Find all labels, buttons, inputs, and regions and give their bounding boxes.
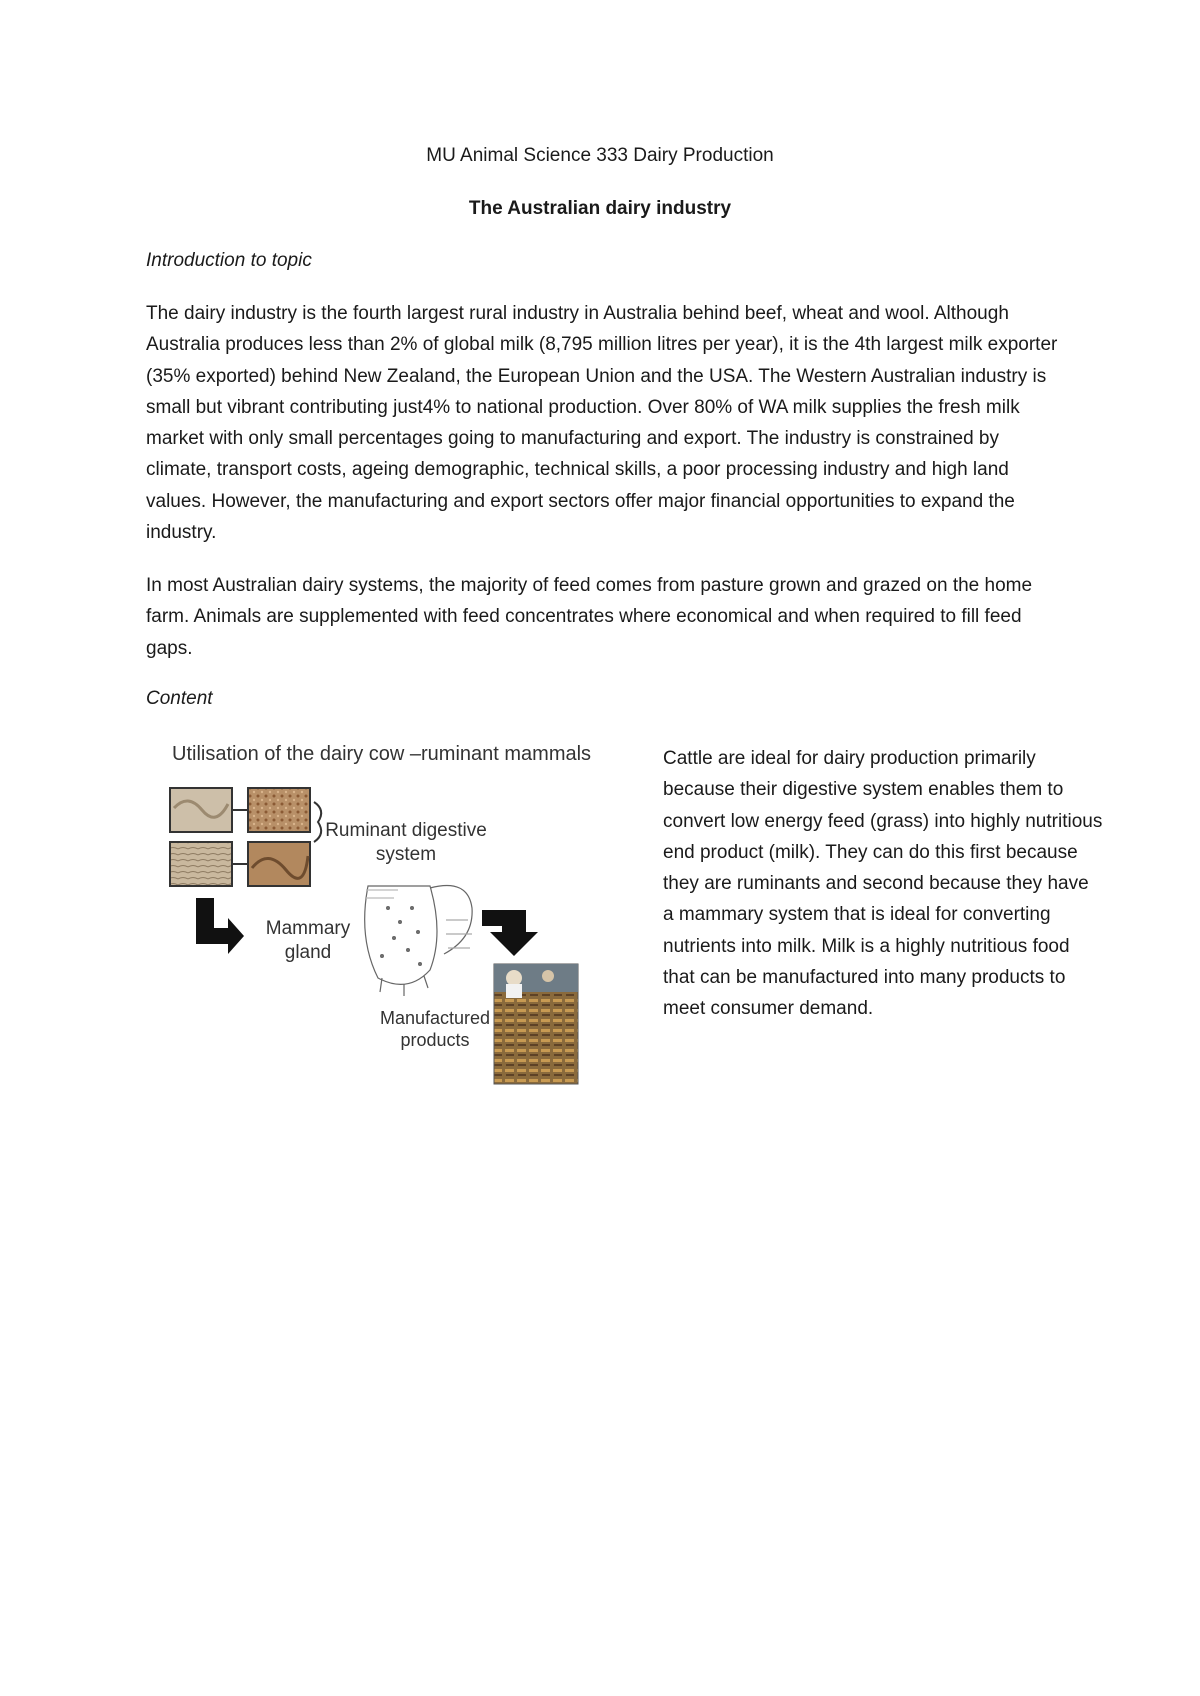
ruminant-figure (168, 738, 628, 1110)
intro-heading: Introduction to topic (146, 250, 312, 271)
mammary-gland-diagram (365, 886, 472, 997)
label-ruminant-line1: Ruminant digestive (325, 820, 487, 841)
intro-paragraph-2: In most Australian dairy systems, the majority of feed comes from pasture grown and grazed on the home farm. Animals are supplemented with feed concentrates where economical and when required to fill feed gaps. (146, 575, 1033, 659)
content-side-paragraph: Cattle are ideal for dairy production primarily because their digestive system enables them to convert low energy feed (grass) into highly nutritious end product (milk). They can do this first because they are ruminants and second because they have a mammary system that is ideal for converting nutrients into milk. Milk is a highly nutritious food that can be manufactured into many products to meet consumer demand. (663, 748, 1103, 1020)
manufactured-products-photo (494, 964, 578, 1084)
intro-paragraph-1: The dairy industry is the fourth largest rural industry in Australia behind beef, wheat and wool. Although Australia produces less than 2% of global milk (8,795 million litres per year), it is the 4th largest milk exporter (35% exported) behind New Zealand, the European Union and the USA. The Western Australian industry is small but vibrant contributing just4% to national production. Over 80% of WA milk supplies the fresh milk market with only small percentages going to manufacturing and export. The industry is constrained by climate, transport costs, ageing demographic, technical skills, a poor processing industry and high land values. However, the manufacturing and export sectors offer major financial opportunities to expand the industry. (146, 303, 1058, 544)
label-products-line1: Manufactured (379, 1008, 491, 1028)
rumen-photo (248, 788, 310, 832)
bracket-icon (314, 802, 321, 842)
figure-title: Utilisation of the dairy cow –ruminant mammals (172, 743, 592, 765)
arrow-to-mammary-icon (196, 898, 244, 954)
course-title: MU Animal Science 333 Dairy Production (426, 145, 774, 166)
stomach-compartment-images (170, 788, 321, 886)
content-heading: Content (146, 688, 213, 709)
document-title: The Australian dairy industry (468, 198, 732, 219)
label-ruminant-line2: system (375, 844, 437, 865)
omasum-photo (170, 842, 232, 886)
label-mammary-line2: gland (284, 942, 332, 963)
label-mammary-line1: Mammary (265, 918, 351, 939)
label-products-line2: products (400, 1030, 470, 1050)
arrow-to-products-icon (482, 910, 538, 956)
